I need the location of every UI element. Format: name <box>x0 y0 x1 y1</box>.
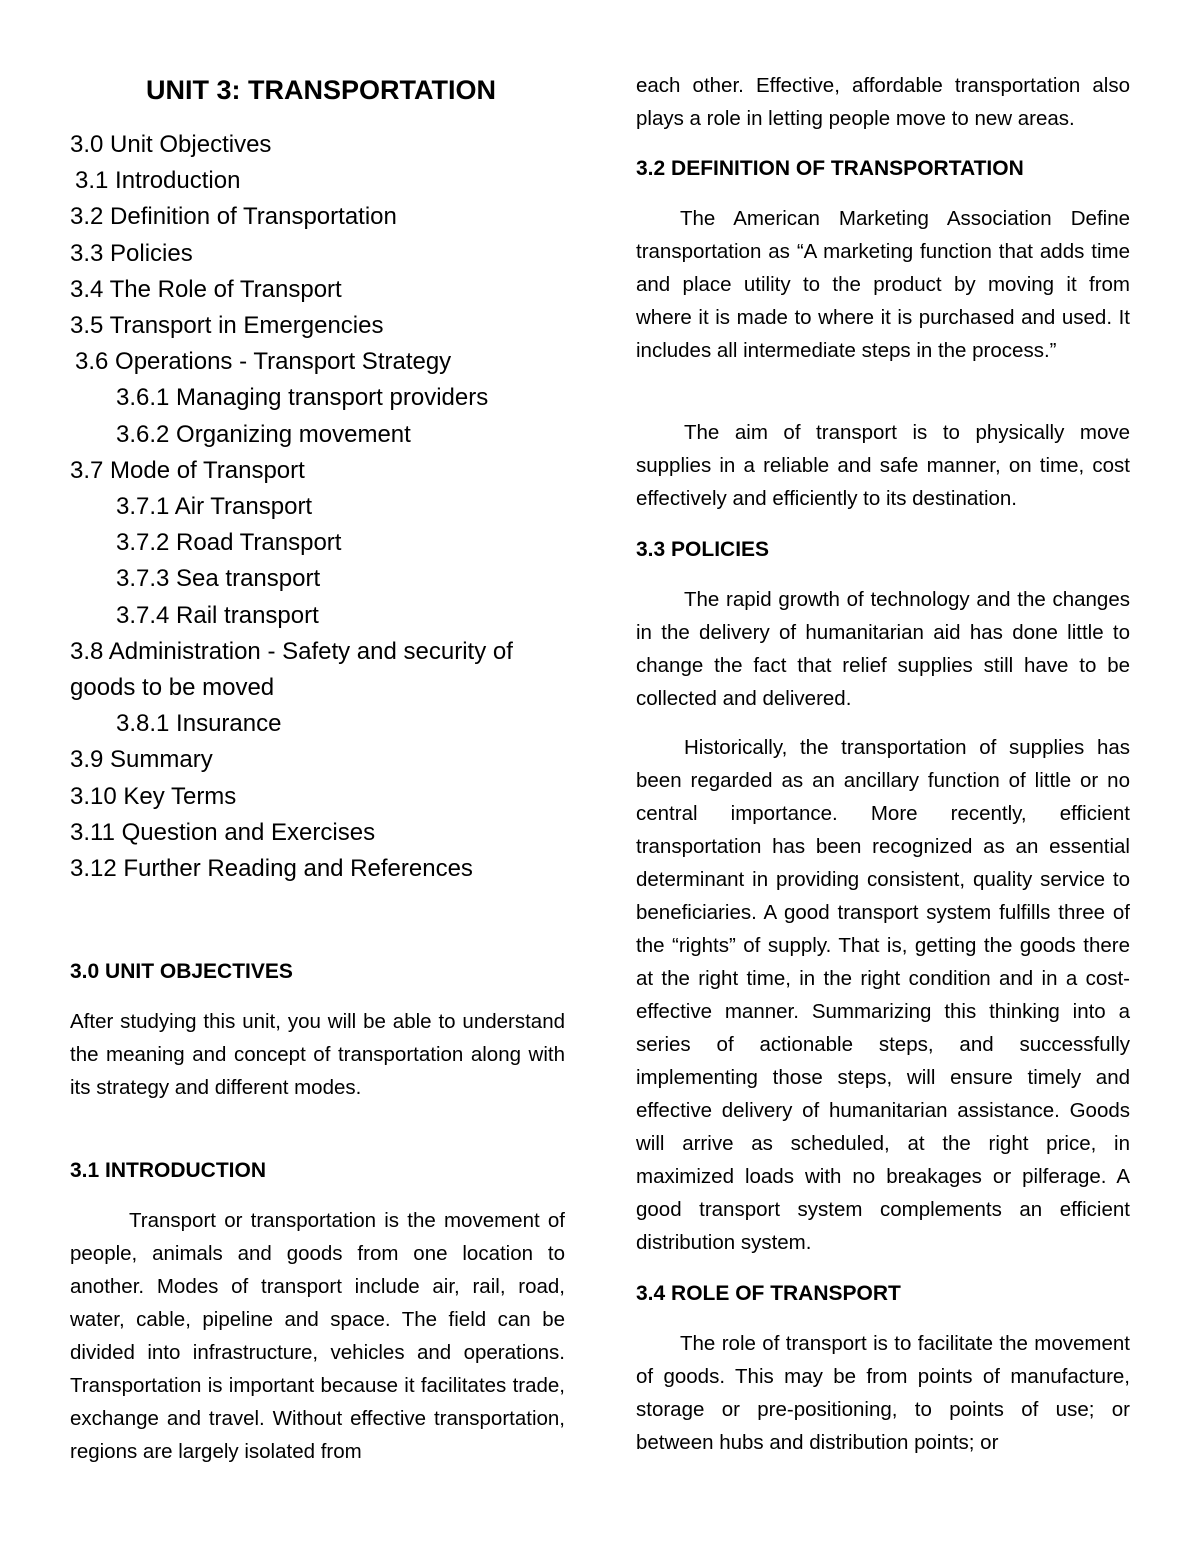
introduction-continuation: each other. Effective, affordable transportation also plays a role in letting people move to new areas. <box>636 74 1130 130</box>
objectives-body: After studying this unit, you will be able to understand the meaning and concept of transportation along with its strategy and different modes. <box>70 1010 565 1099</box>
definition-paragraph-2: The aim of transport is to physically move supplies in a reliable and safe manner, on time, cost effectively and efficiently to its destination. <box>636 421 1130 510</box>
toc-item: 3.7.2 Road Transport <box>116 529 342 557</box>
objectives-heading: 3.0 UNIT OBJECTIVES <box>70 960 293 983</box>
toc-item: 3.6 Operations - Transport Strategy <box>75 348 452 376</box>
introduction-body: Transport or transportation is the movement of people, animals and goods from one location to another. Modes of transport include air, rail, road, water, cable, pipeline and space. The field can be divided into infrastructure, vehicles and operations. Transportation is important because it facilitates trade, exchange and travel. Without effective transportation, regions are largely isolated from <box>70 1209 565 1463</box>
toc-item: 3.8.1 Insurance <box>116 710 282 738</box>
toc-item: 3.7 Mode of Transport <box>70 456 305 484</box>
policies-heading: 3.3 POLICIES <box>636 538 770 561</box>
toc-item: 3.12 Further Reading and References <box>70 855 473 883</box>
toc-item: 3.6.1 Managing transport providers <box>116 384 489 412</box>
toc-item: 3.7.4 Rail transport <box>116 601 319 629</box>
policies-paragraph-1: The rapid growth of technology and the changes in the delivery of humanitarian aid has done little to change the fact that relief supplies still have to be collected and delivered. <box>636 588 1130 710</box>
unit-title: UNIT 3: TRANSPORTATION <box>146 75 496 105</box>
role-paragraph-1: The role of transport is to facilitate the movement of goods. This may be from points of manufacture, storage or pre-positioning, to points of use; or between hubs and distribution points; or <box>636 1332 1130 1454</box>
role-heading: 3.4 ROLE OF TRANSPORT <box>636 1282 901 1305</box>
table-of-contents <box>70 127 565 887</box>
definition-paragraph-1: The American Marketing Association Define transportation as “A marketing function that adds time and place utility to the product by moving it from where it is made to where it is purchased and used. It includes all intermediate steps in the process.” <box>636 207 1130 362</box>
toc-item: 3.3 Policies <box>70 239 193 267</box>
toc-item: 3.9 Summary <box>70 746 213 774</box>
toc-item: 3.0 Unit Objectives <box>70 131 272 158</box>
toc-item: 3.8 Administration - Safety and security of goods to be moved <box>70 637 513 702</box>
toc-item: 3.2 Definition of Transportation <box>70 203 397 231</box>
toc-item: 3.1 Introduction <box>75 167 241 195</box>
toc-item: 3.11 Question and Exercises <box>70 818 376 846</box>
toc-item: 3.7.1 Air Transport <box>116 493 313 521</box>
toc-item: 3.5 Transport in Emergencies <box>70 312 384 340</box>
toc-item: 3.6.2 Organizing movement <box>116 420 411 448</box>
toc-item: 3.10 Key Terms <box>70 782 237 810</box>
definition-heading: 3.2 DEFINITION OF TRANSPORTATION <box>636 157 1024 180</box>
introduction-heading: 3.1 INTRODUCTION <box>70 1159 267 1182</box>
toc-item: 3.4 The Role of Transport <box>70 275 342 303</box>
toc-item: 3.7.3 Sea transport <box>116 565 321 593</box>
policies-paragraph-2: Historically, the transportation of supplies has been regarded as an ancillary function of little or no central importance. More recently, efficient transportation has been recognized as an essential determinant in providing consistent, quality service to beneficiaries. A good transport system fulfills three of the “rights” of supply. That is, getting the goods there at the right time, in the right condition and in a cost-effective manner. Summarizing this thinking into a series of actionable steps, and successfully implementing those steps, will ensure timely and effective delivery of humanitarian assistance. Goods will arrive as scheduled, at the right price, in maximized loads with no breakages or pilferage. A good transport system complements an efficient distribution system. <box>636 736 1130 1254</box>
